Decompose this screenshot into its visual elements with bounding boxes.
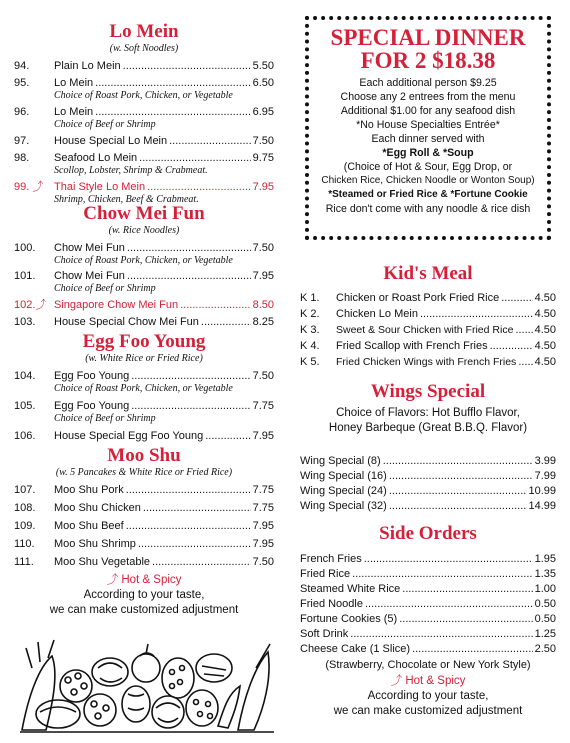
- menu-item: [300, 612, 556, 626]
- menu-item: [14, 555, 274, 569]
- spicy-label: Hot & Spicy: [121, 574, 182, 586]
- menu-item: [300, 339, 556, 353]
- item-price: 8.25: [252, 316, 274, 328]
- item-price: 5.50: [252, 60, 274, 72]
- item-note: Choice of Beef or Shrimp: [54, 413, 156, 424]
- item-name: Soft Drink: [300, 628, 349, 640]
- item-name: Lo Mein: [54, 106, 94, 118]
- item-price: 7.50: [252, 242, 274, 254]
- item-name: Chow Mei Fun: [54, 270, 125, 282]
- item-note: Scollop, Lobster, Shrimp & Crabmeat.: [54, 165, 208, 176]
- item-note: Choice of Beef or Shrimp: [54, 283, 156, 294]
- section-title: Wings Special: [370, 381, 486, 402]
- item-name: Wing Special (16): [300, 470, 387, 482]
- item-price: 7.95: [252, 520, 274, 532]
- menu-item: [300, 323, 556, 337]
- special-line: *Steamed or Fried Rice & *Fortune Cookie: [328, 189, 528, 200]
- item-name: Chicken or Roast Pork Fried Rice: [336, 292, 500, 304]
- special-title-line-1: SPECIAL DINNER: [330, 25, 526, 50]
- item-name: House Special Chow Mei Fun: [54, 316, 199, 328]
- item-number: 97.: [14, 135, 30, 147]
- cheesecake-note: (Strawberry, Chocolate or New York Style): [325, 659, 531, 671]
- chili-pepper-icon: ⤴: [390, 675, 403, 687]
- section-title: Side Orders: [379, 523, 477, 544]
- section-wings-special: [300, 382, 556, 513]
- item-name: Wing Special (24): [300, 485, 387, 497]
- item-name: Moo Shu Shrimp: [54, 538, 136, 550]
- item-price: 7.75: [252, 502, 274, 514]
- chili-pepper-icon: ⤴: [106, 574, 119, 586]
- item-number: 99.: [14, 181, 30, 193]
- special-line: Each dinner served with: [371, 133, 485, 145]
- section-title: Moo Shu: [107, 445, 181, 466]
- item-name: Fried Noodle: [300, 598, 363, 610]
- item-number: 104.: [14, 370, 36, 382]
- spicy-line-1: According to your taste,: [83, 589, 205, 601]
- spicy-note: [14, 573, 274, 618]
- section-title: Kid's Meal: [383, 263, 473, 284]
- item-name: Moo Shu Beef: [54, 520, 124, 532]
- item-price: 7.75: [252, 400, 274, 412]
- item-note: Choice of Roast Pork, Chicken, or Vegetable: [54, 383, 233, 394]
- special-dinner-box: [305, 16, 551, 240]
- menu-item-spicy: [14, 298, 274, 312]
- item-number: 95.: [14, 77, 30, 89]
- item-note: Choice of Roast Pork, Chicken, or Vegetable: [54, 90, 233, 101]
- menu-item: [300, 567, 556, 581]
- item-price: 1.35: [534, 568, 556, 580]
- item-number: 98.: [14, 152, 30, 164]
- item-price: 4.50: [534, 308, 556, 320]
- item-price: 10.99: [528, 485, 556, 497]
- item-price: 4.50: [534, 324, 556, 336]
- menu-item: [300, 597, 556, 611]
- section-title: Lo Mein: [109, 21, 179, 42]
- section-title: Egg Foo Young: [82, 331, 206, 352]
- item-number: 100.: [14, 242, 36, 254]
- section-moo-shu: [14, 446, 274, 569]
- item-price: 7.95: [252, 270, 274, 282]
- item-name: Egg Foo Young: [54, 370, 130, 382]
- item-number: 109.: [14, 520, 36, 532]
- item-number: 108.: [14, 502, 36, 514]
- section-subtitle: (w. Rice Noodles): [108, 225, 180, 236]
- vegetables-illustration: [18, 638, 276, 734]
- item-note: Choice of Roast Pork, Chicken, or Vegetable: [54, 255, 233, 266]
- item-price: 14.99: [528, 500, 556, 512]
- item-price: 0.50: [534, 613, 556, 625]
- section-title: Chow Mei Fun: [83, 203, 205, 224]
- menu-item: [300, 499, 556, 513]
- menu-item: [14, 76, 274, 102]
- special-line: Additional $1.00 for any seafood dish: [340, 105, 516, 117]
- item-number: 103.: [14, 316, 36, 328]
- item-name: Chicken Lo Mein: [336, 308, 418, 320]
- menu-item: [14, 241, 274, 267]
- item-name: Moo Shu Chicken: [54, 502, 141, 514]
- item-name: Wing Special (32): [300, 500, 387, 512]
- item-price: 7.50: [252, 135, 274, 147]
- item-name: Sweet & Sour Chicken with Fried Rice: [336, 324, 514, 336]
- item-name: House Special Lo Mein: [54, 135, 168, 147]
- menu-item: [14, 59, 274, 73]
- menu-item: [300, 355, 556, 369]
- item-price: 1.25: [534, 628, 556, 640]
- item-number: K 3.: [300, 324, 320, 336]
- item-name: Chow Mei Fun: [54, 242, 125, 254]
- special-line: *No House Specialties Entrée*: [356, 119, 500, 131]
- section-subtitle: (w. Soft Noodles): [109, 43, 179, 54]
- special-title-line-2: FOR 2 $18.38: [360, 48, 496, 73]
- special-line: Rice don't come with any noodle & rice dish: [325, 203, 531, 215]
- flavors-line-1: Choice of Flavors: Hot Bufflo Flavor,: [336, 407, 520, 419]
- spicy-line-1: According to your taste,: [367, 690, 489, 702]
- item-price: 7.95: [252, 430, 274, 442]
- item-name: Fortune Cookies (5): [300, 613, 398, 625]
- flavors-line-2: Honey Barbeque (Great B.B.Q. Flavor): [328, 422, 528, 434]
- item-name: Moo Shu Vegetable: [54, 556, 151, 568]
- item-name: Cheese Cake (1 Slice): [300, 643, 411, 655]
- item-number: K 1.: [300, 292, 320, 304]
- menu-item: [300, 552, 556, 566]
- item-price: 1.00: [534, 583, 556, 595]
- item-name: Seafood Lo Mein: [54, 152, 138, 164]
- menu-item: [300, 642, 556, 656]
- spicy-note: [300, 674, 556, 719]
- special-line: Chicken Rice, Chicken Noodle or Wonton Soup): [321, 175, 535, 186]
- item-price: 7.95: [252, 181, 274, 193]
- section-chow-mei-fun: [14, 204, 274, 329]
- menu-item: [14, 399, 274, 425]
- item-name: Fried Chicken Wings with French Fries: [336, 356, 517, 368]
- menu-item: [300, 484, 556, 498]
- item-price: 4.50: [534, 356, 556, 368]
- item-number: 101.: [14, 270, 36, 282]
- item-name: Thai Style Lo Mein: [54, 181, 146, 193]
- item-number: 110.: [14, 538, 35, 550]
- item-name: Singapore Chow Mei Fun: [54, 299, 179, 311]
- item-number: 111.: [14, 556, 34, 568]
- menu-item: [14, 429, 274, 443]
- item-price: 1.95: [534, 553, 556, 565]
- item-number: 94.: [14, 60, 30, 72]
- menu-item: [14, 269, 274, 295]
- item-price: 4.50: [534, 292, 556, 304]
- item-price: 3.99: [534, 455, 556, 467]
- item-price: 7.50: [252, 370, 274, 382]
- item-price: 7.95: [252, 538, 274, 550]
- section-kids-meal: [300, 264, 556, 369]
- item-price: 8.50: [252, 299, 274, 311]
- item-name: Fried Scallop with French Fries: [336, 340, 488, 352]
- special-line: Each additional person $9.25: [359, 77, 497, 89]
- menu-item: [300, 307, 556, 321]
- item-name: Fried Rice: [300, 568, 351, 580]
- menu-item: [300, 291, 556, 305]
- item-number: K 5.: [300, 356, 320, 368]
- menu-item: [14, 519, 274, 533]
- item-name: Wing Special (8): [300, 455, 381, 467]
- menu-item: [14, 134, 274, 148]
- spicy-label: Hot & Spicy: [405, 675, 466, 687]
- special-line: Choose any 2 entrees from the menu: [340, 91, 516, 103]
- menu-item: [14, 369, 274, 395]
- item-name: Lo Mein: [54, 77, 94, 89]
- item-note: Choice of Beef or Shrimp: [54, 119, 156, 130]
- item-price: 4.50: [534, 340, 556, 352]
- item-number: 96.: [14, 106, 30, 118]
- item-number: K 2.: [300, 308, 320, 320]
- item-price: 6.50: [252, 77, 274, 89]
- special-line: (Choice of Hot & Sour, Egg Drop, or: [343, 161, 513, 173]
- menu-item: [300, 454, 556, 468]
- section-side-orders: [300, 524, 556, 673]
- item-note: Shrimp, Chicken, Beef & Crabmeat.: [54, 194, 199, 205]
- menu-item: [300, 627, 556, 641]
- section-subtitle: (w. 5 Pancakes & White Rice or Fried Rice): [55, 467, 233, 478]
- menu-item: [300, 582, 556, 596]
- item-name: House Special Egg Foo Young: [54, 430, 204, 442]
- menu-item: [14, 105, 274, 131]
- section-subtitle: (w. White Rice or Fried Rice): [85, 353, 203, 364]
- chili-pepper-icon: ⤴: [32, 181, 44, 193]
- item-price: 6.95: [252, 106, 274, 118]
- section-egg-foo-young: [14, 332, 274, 443]
- chili-pepper-icon: ⤴: [35, 299, 47, 311]
- menu-item: [14, 501, 274, 515]
- menu-item: [14, 483, 274, 497]
- item-price: 7.99: [534, 470, 556, 482]
- item-number: 107.: [14, 484, 36, 496]
- item-name: Egg Foo Young: [54, 400, 130, 412]
- item-name: Plain Lo Mein: [54, 60, 121, 72]
- item-name: Steamed White Rice: [300, 583, 401, 595]
- item-number: 106.: [14, 430, 36, 442]
- item-price: 7.50: [252, 556, 274, 568]
- item-name: French Fries: [300, 553, 362, 565]
- item-number: K 4.: [300, 340, 320, 352]
- special-line: *Egg Roll & *Soup: [382, 147, 474, 159]
- menu-item: [300, 469, 556, 483]
- item-price: 9.75: [252, 152, 274, 164]
- menu-item: [14, 151, 274, 177]
- spicy-line-2: we can make customized adjustment: [333, 705, 523, 717]
- item-price: 7.75: [252, 484, 274, 496]
- menu-item: [14, 315, 274, 329]
- item-price: 0.50: [534, 598, 556, 610]
- item-price: 2.50: [534, 643, 556, 655]
- item-number: 102.: [14, 299, 36, 311]
- spicy-line-2: we can make customized adjustment: [49, 604, 239, 616]
- item-name: Moo Shu Pork: [54, 484, 124, 496]
- menu-item: [14, 537, 274, 551]
- item-number: 105.: [14, 400, 36, 412]
- section-lo-mein: [14, 22, 274, 206]
